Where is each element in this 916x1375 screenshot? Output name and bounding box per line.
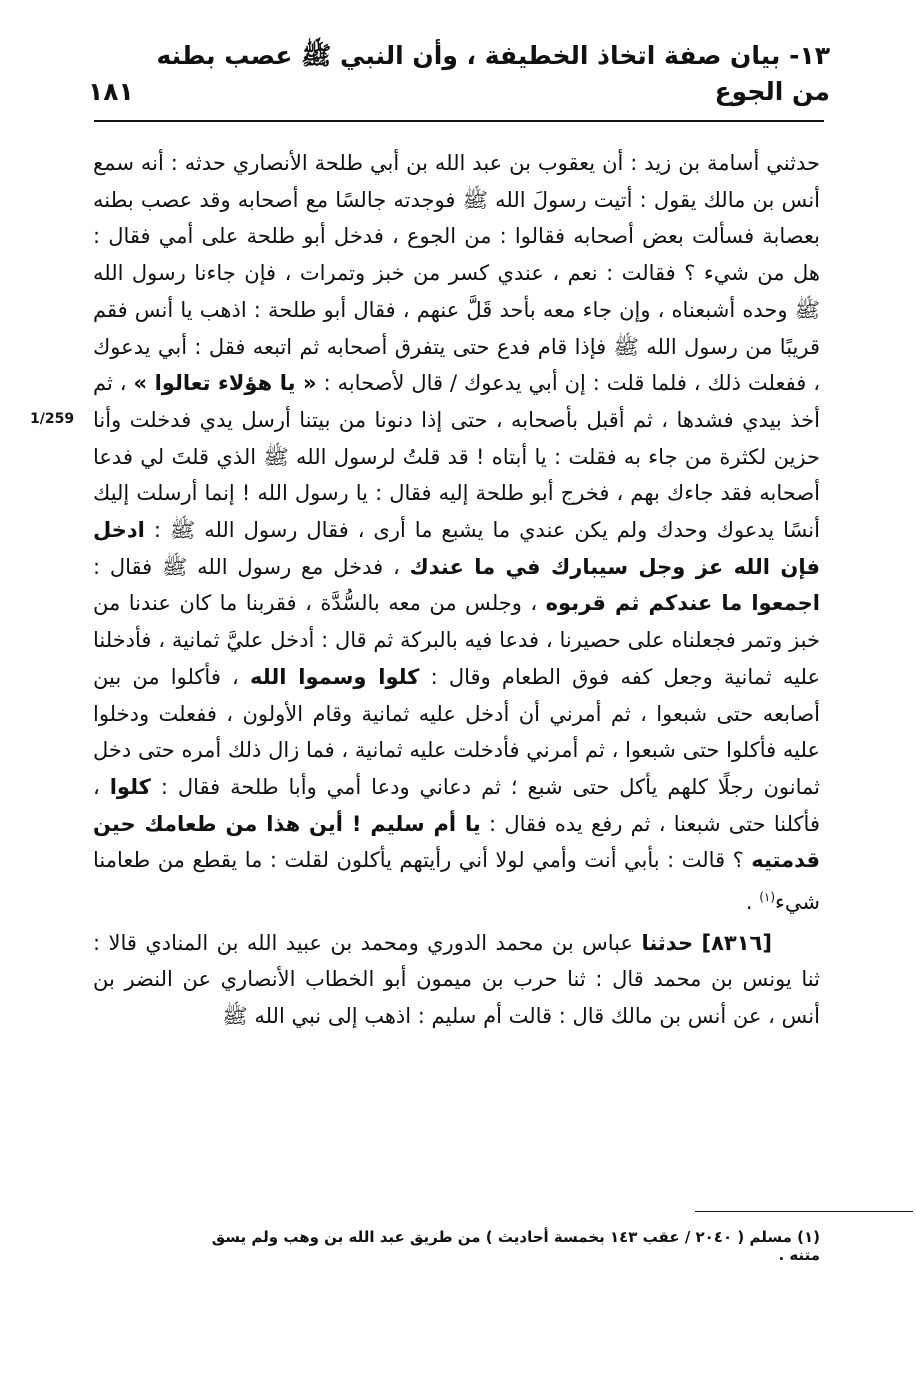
prophet-speech: يا أم سليم ! أين هذا من طعامك حين قدمتيه (93, 811, 820, 873)
prophet-speech: كلوا وسموا الله (250, 664, 420, 689)
text-segment: حدثني أسامة بن زيد : أن يعقوب بن عبد الله بن أبي طلحة الأنصاري حدثه : أنه سمع أنس بن مالك يقول : أتيت رسولَ الله ﷺ فوجدته جالسًا مع أصحابه وقد عصب بطنه بعصابة فسألت بعض أصحابه فقالوا : من الجوع ، فدخل أبو طلحة على أمي فقال : هل من شيء ؟ فقالت : نعم ، عندي كسر من خبز وتمرات ، فإن جاءنا رسول الله ﷺ وحده أشبعناه ، وإن جاء معه بأحد قَلَّ عنهم ، فقال أبو طلحة : اذهب يا أنس فقم قريبًا من رسول الله ﷺ فإذا قام فدع حتى يتفرق أصحابه ثم اتبعه فقل : أبي يدعوك ، ففعلت ذلك ، فلما قلت : إن أبي يدعوك / قال لأصحابه : (93, 151, 820, 396)
text-segment: ، فأكلوا من بين أصابعه حتى شبعوا ، ثم أمرني أن أدخل عليه ثمانية وقام الأولون ، ففعلت ودخلوا عليه فأكلوا حتى شبعوا ، ثم أمرني فأدخلت عليه ثمانية ، فما زال ذلك أمره حتى دخل ثمانون رجلًا كلهم يأكل حتى شبع ؛ ثم دعاني ودعا أمي وأبا طلحة فقال : (93, 664, 820, 799)
hadith-8316 (93, 925, 820, 1035)
hadith-number: [٨٣١٦] (701, 930, 772, 955)
prophet-speech: اجمعوا ما عندكم ثم قربوه (545, 591, 820, 616)
text-segment: ، ثم أخذ بيدي فشدها ، ثم أقبل بأصحابه ، حتى إذا دنونا من بيتنا أرسل يدي فدخلت وأنا حزين لكثرة من جاء به فقلت : يا أبتاه ! قد قلتُ لرسول الله ﷺ الذي قلتَ لي فدعا أصحابه فقد جاءك بهم ، فخرج أبو طلحة إليه فقال : يا رسول الله ! إنما أرسلت إليك أنسًا يدعوك وحدك ولم يكن عندي ما يشبع ما أرى ، فقال رسول الله ﷺ : (93, 371, 820, 543)
footnote: (١) مسلم ( ٢٠٤٠ / عقب ١٤٣ بخمسة أحاديث ) من طريق عبد الله بن وهب ولم يسق متنه . (211, 1228, 820, 1264)
text-segment: ، فدخل مع رسول الله ﷺ فقال : (93, 554, 400, 579)
prophet-speech: « يا هؤلاء تعالوا » (133, 371, 317, 396)
text-segment: عباس بن محمد الدوري ومحمد بن عبيد الله بن المنادي قالا : ثنا يونس بن محمد قال : ثنا حرب بن ميمون أبو الخطاب الأنصاري عن النضر بن أنس ، عن أنس بن مالك قال : قالت أم سليم : اذهب إلى نبي الله ﷺ (93, 930, 820, 1029)
text-segment: ، وجلس من معه بالسُّدَّة ، فقربنا ما كان عندنا من خبز وتمر فجعلناه على حصيرنا ، فدعا فيه بالبركة ثم قال : أدخل عليَّ ثمانية ، فأدخلنا عليه ثمانية وجعل كفه فوق الطعام وقال : (93, 591, 820, 689)
main-text (93, 145, 820, 1035)
prophet-speech: كلوا (109, 774, 151, 799)
header-divider (94, 120, 824, 122)
hadith-lead-word: حدثنا (641, 930, 694, 955)
footnote-divider (695, 1211, 913, 1212)
margin-folio-reference: 1/259 (30, 411, 75, 427)
footnote-marker: (١) (759, 890, 776, 905)
text-segment: . (745, 890, 753, 915)
page-number: ١٨١ (88, 77, 134, 106)
text-segment: ، فأكلنا حتى شبعنا ، ثم رفع يده فقال : (93, 774, 820, 836)
hadith-text-continued (93, 145, 820, 921)
prophet-speech: ادخل فإن الله عز وجل سيبارك في ما عندك (93, 518, 820, 579)
running-header (88, 41, 830, 106)
chapter-title: ١٣- بيان صفة اتخاذ الخطيفة ، وأن النبي ﷺ عصب بطنه من الجوع (156, 41, 830, 106)
text-segment: ؟ قالت : بأبي أنت وأمي لولا أني رأيتهم يأكلون لقلت : ما يقطع من طعامنا شيء (93, 848, 820, 915)
